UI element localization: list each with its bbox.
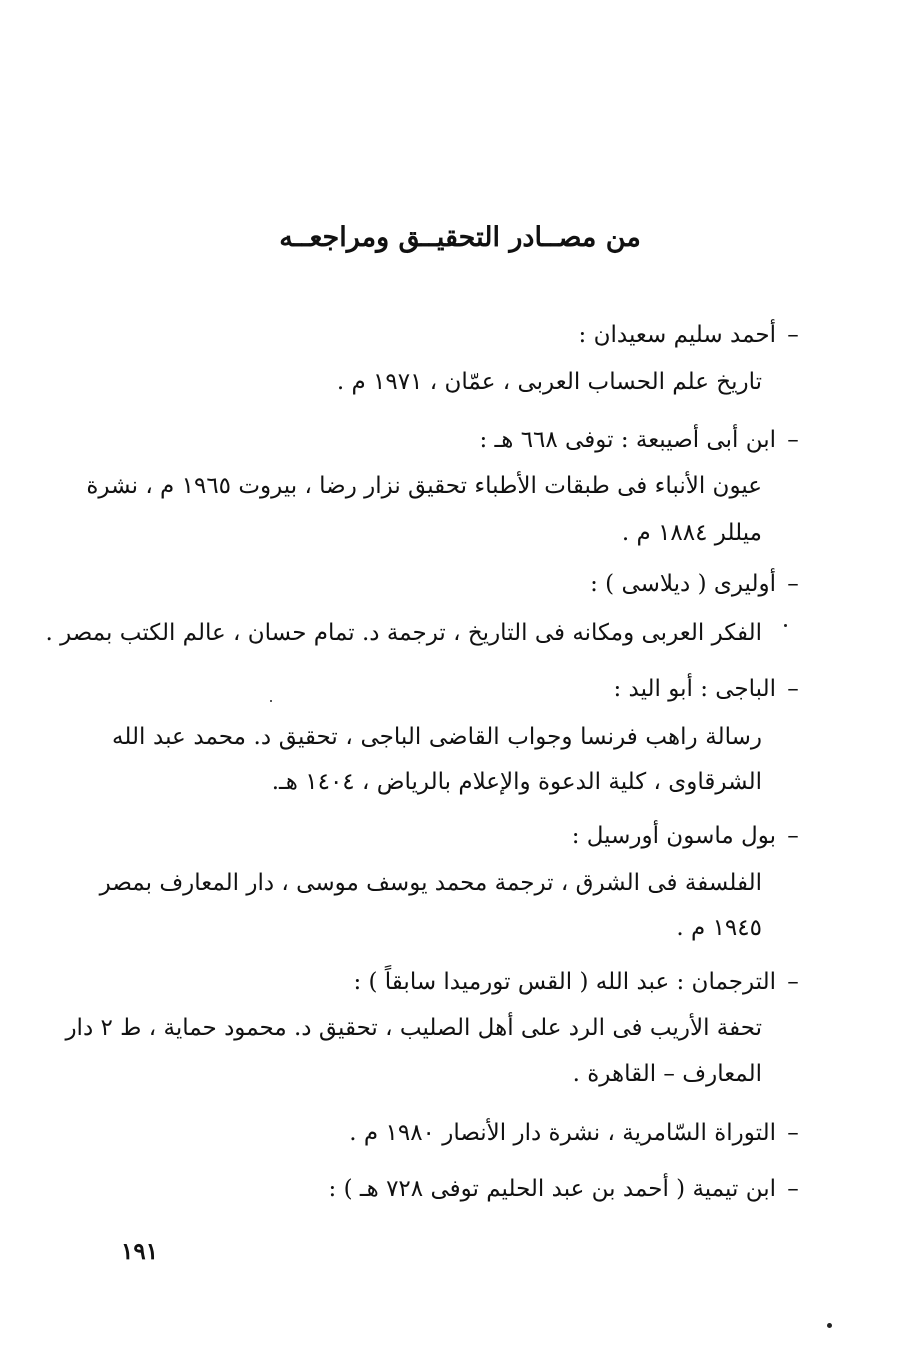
entry-author-6	[353, 966, 810, 998]
entry-head-text: الباجى : أبو اليد :	[613, 676, 776, 702]
entry-head-text: أوليرى ( ديلاسى ) :	[590, 571, 776, 597]
entry-dash: –	[787, 322, 799, 348]
entry-author-5	[572, 820, 810, 852]
entry-body-line: الفكر العربى ومكانه فى التاريخ ، ترجمة د. تمام حسان ، عالم الكتب بمصر .	[45, 620, 762, 646]
entry-head-text: التوراة السّامرية ، نشرة دار الأنصار ١٩٨٠ م .	[349, 1120, 776, 1146]
page-number: ١٩١	[121, 1238, 159, 1265]
entry-author-2	[479, 424, 810, 456]
entry-dash: –	[787, 823, 799, 849]
entry-body-line: تحفة الأريب فى الرد على أهل الصليب ، تحقيق د. محمود حماية ، ط ٢ دار	[65, 1015, 762, 1041]
entry-body-line: ميللر ١٨٨٤ م .	[621, 520, 762, 546]
entry-author-7	[349, 1117, 810, 1149]
page-title: من مصــادر التحقيــق ومراجعــه	[279, 222, 641, 253]
scan-speck	[827, 1323, 832, 1328]
entry-body-line: المعارف – القاهرة .	[572, 1061, 762, 1087]
entry-body-line: تاريخ علم الحساب العربى ، عمّان ، ١٩٧١ م .	[336, 369, 762, 395]
entry-body-line: ١٩٤٥ م .	[676, 915, 762, 941]
entry-head-text: بول ماسون أورسيل :	[571, 823, 776, 849]
entry-head-text: أحمد سليم سعيدان :	[578, 322, 776, 348]
entry-body-line: الشرقاوى ، كلية الدعوة والإعلام بالرياض ، ١٤٠٤ هـ.	[271, 769, 762, 795]
entry-dash: –	[787, 427, 799, 453]
entry-dash: –	[787, 676, 799, 702]
entry-body-line: الفلسفة فى الشرق ، ترجمة محمد يوسف موسى ، دار المعارف بمصر	[99, 870, 762, 896]
entry-author-1	[579, 319, 810, 351]
entry-dash: –	[787, 969, 799, 995]
scan-speck	[270, 700, 272, 702]
entry-dash: –	[787, 1120, 799, 1146]
entry-body-line: رسالة راهب فرنسا وجواب القاضى الباجى ، تحقيق د. محمد عبد الله	[112, 724, 762, 750]
entry-head-text: ابن تيمية ( أحمد بن عبد الحليم توفى ٧٢٨ هـ ) :	[328, 1176, 776, 1202]
entry-head-text: ابن أبى أصيبعة : توفى ٦٦٨ هـ :	[479, 427, 776, 453]
entry-author-4	[613, 673, 810, 705]
scan-speck	[784, 624, 787, 627]
entry-head-text: الترجمان : عبد الله ( القس تورميدا سابقاً ) :	[353, 969, 776, 995]
entry-author-3	[590, 568, 810, 600]
entry-dash: –	[787, 571, 799, 597]
entry-body-line: عيون الأنباء فى طبقات الأطباء تحقيق نزار رضا ، بيروت ١٩٦٥ م ، نشرة	[86, 473, 762, 499]
entry-dash: –	[787, 1176, 799, 1202]
entry-author-8	[329, 1173, 810, 1205]
